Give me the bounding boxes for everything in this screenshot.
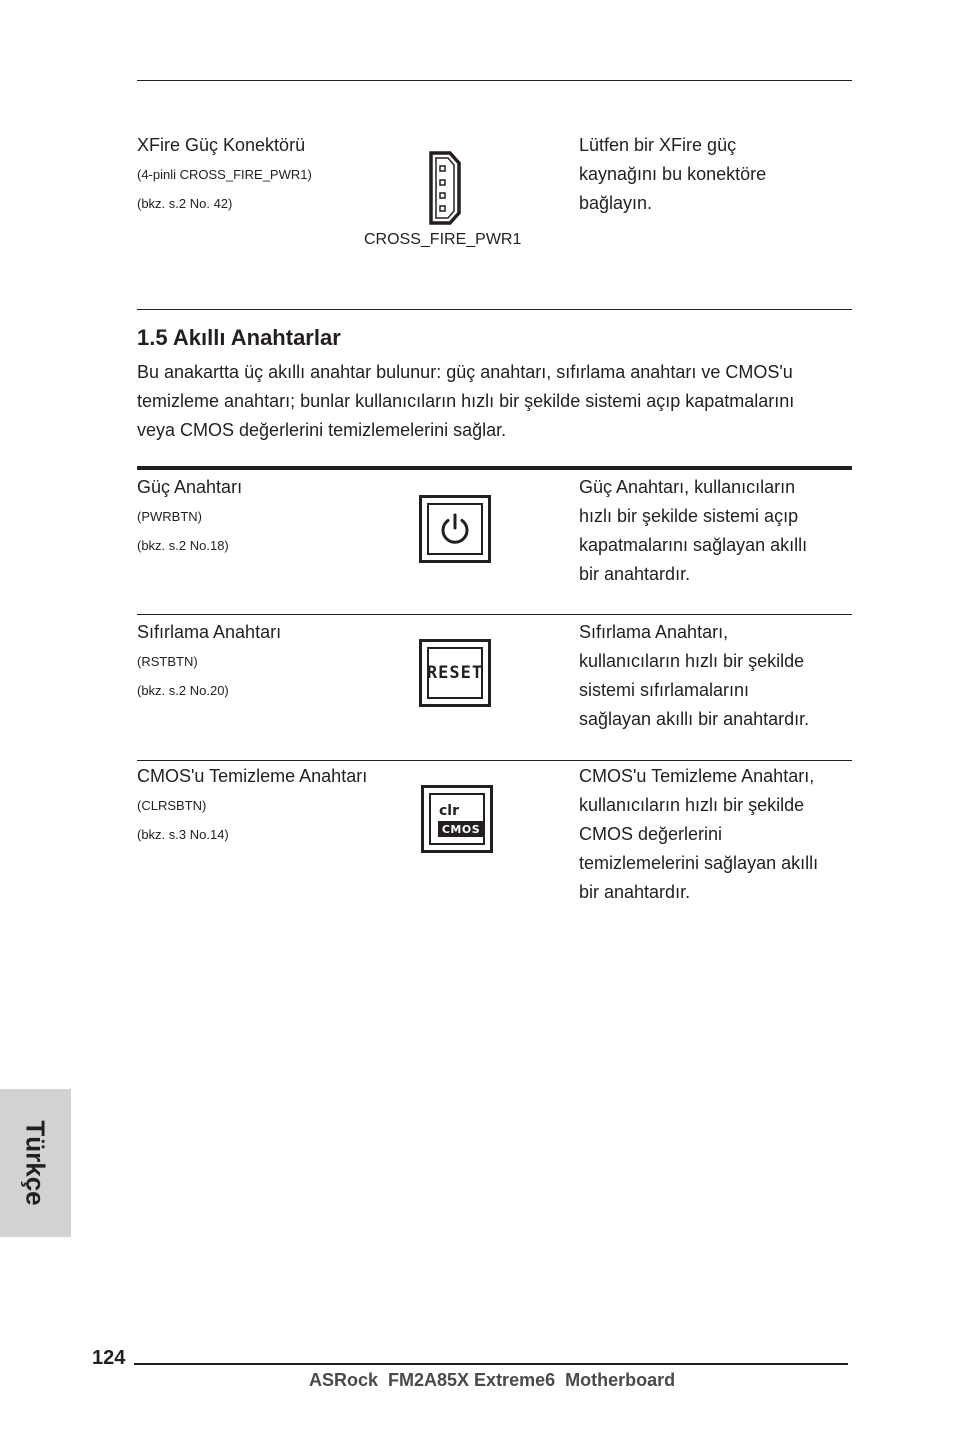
xfire-ref: (bkz. s.2 No. 42) <box>137 196 233 211</box>
reset-switch-description <box>579 618 854 734</box>
xfire-desc-line: Lütfen bir XFire güç <box>579 135 737 155</box>
reset-button-graphic <box>419 639 491 707</box>
power-desc-line: bir anahtardır. <box>579 564 691 584</box>
section-divider <box>137 309 852 310</box>
power-desc-line: hızlı bir şekilde sistemi açıp <box>579 506 799 526</box>
clrcmos-switch-left <box>137 762 407 849</box>
reset-switch-code: (RSTBTN) <box>137 654 198 669</box>
footer-title: ASRock FM2A85X Extreme6 Motherboard <box>309 1370 676 1390</box>
clrcmos-switch-code: (CLRSBTN) <box>137 798 207 813</box>
cmos-icon-label: CMOS <box>438 821 484 837</box>
language-tab-label: Türkçe <box>20 1120 51 1206</box>
clrcmos-desc-line: CMOS değerlerini <box>579 824 723 844</box>
intro-line: Bu anakartta üç akıllı anahtar bulunur: güç anahtarı, sıfırlama anahtarı ve CMOS'u <box>137 362 793 382</box>
xfire-desc-line: kaynağını bu konektöre <box>579 164 767 184</box>
power-desc-line: Güç Anahtarı, kullanıcıların <box>579 477 796 497</box>
reset-icon-label: RESET <box>426 663 484 683</box>
clrcmos-switch-ref: (bkz. s.3 No.14) <box>137 827 229 842</box>
power-button-graphic <box>419 495 491 563</box>
xfire-desc-line: bağlayın. <box>579 193 653 213</box>
connector-label: CROSS_FIRE_PWR1 <box>364 231 522 248</box>
reset-switch-title: Sıfırlama Anahtarı <box>137 622 282 642</box>
reset-switch-ref: (bkz. s.2 No.20) <box>137 683 229 698</box>
clrcmos-switch-title: CMOS'u Temizleme Anahtarı <box>137 766 368 786</box>
intro-line: temizleme anahtarı; bunlar kullanıcıların hızlı bir şekilde sistemi açıp kapatmalarını <box>137 391 795 411</box>
reset-switch-left <box>137 618 407 705</box>
xfire-left-column <box>137 131 407 218</box>
reset-desc-line: Sıfırlama Anahtarı, <box>579 622 729 642</box>
page-number: 124 <box>92 1347 126 1369</box>
clrcmos-desc-line: bir anahtardır. <box>579 882 691 902</box>
top-divider <box>137 80 852 81</box>
clrcmos-desc-line: temizlemelerini sağlayan akıllı <box>579 853 819 873</box>
xfire-pins: (4-pinli CROSS_FIRE_PWR1) <box>137 167 312 182</box>
row-divider <box>137 760 852 761</box>
xfire-description <box>579 131 854 218</box>
power-switch-left <box>137 473 407 560</box>
section-heading: 1.5 Akıllı Anahtarlar <box>137 325 341 350</box>
xfire-title: XFire Güç Konektörü <box>137 135 306 155</box>
clr-icon-label: clr <box>439 803 460 819</box>
clrcmos-desc-line: kullanıcıların hızlı bir şekilde <box>579 795 805 815</box>
section-intro <box>137 358 857 445</box>
clrcmos-switch-description <box>579 762 854 907</box>
power-switch-description <box>579 473 854 589</box>
reset-desc-line: sistemi sıfırlamalarını <box>579 680 750 700</box>
table-top-divider <box>137 466 852 470</box>
clrcmos-desc-line: CMOS'u Temizleme Anahtarı, <box>579 766 815 786</box>
row-divider <box>137 614 852 615</box>
footer-divider <box>134 1363 848 1365</box>
reset-desc-line: sağlayan akıllı bir anahtardır. <box>579 709 810 729</box>
power-desc-line: kapatmalarını sağlayan akıllı <box>579 535 808 555</box>
power-icon <box>438 512 472 546</box>
power-switch-code: (PWRBTN) <box>137 509 202 524</box>
reset-desc-line: kullanıcıların hızlı bir şekilde <box>579 651 805 671</box>
connector-diagram-icon <box>428 150 462 226</box>
language-side-tab <box>0 1089 71 1237</box>
intro-line: veya CMOS değerlerini temizlemelerini sağlar. <box>137 420 507 440</box>
power-switch-ref: (bkz. s.2 No.18) <box>137 538 229 553</box>
power-switch-title: Güç Anahtarı <box>137 477 243 497</box>
clrcmos-button-graphic <box>421 785 493 853</box>
